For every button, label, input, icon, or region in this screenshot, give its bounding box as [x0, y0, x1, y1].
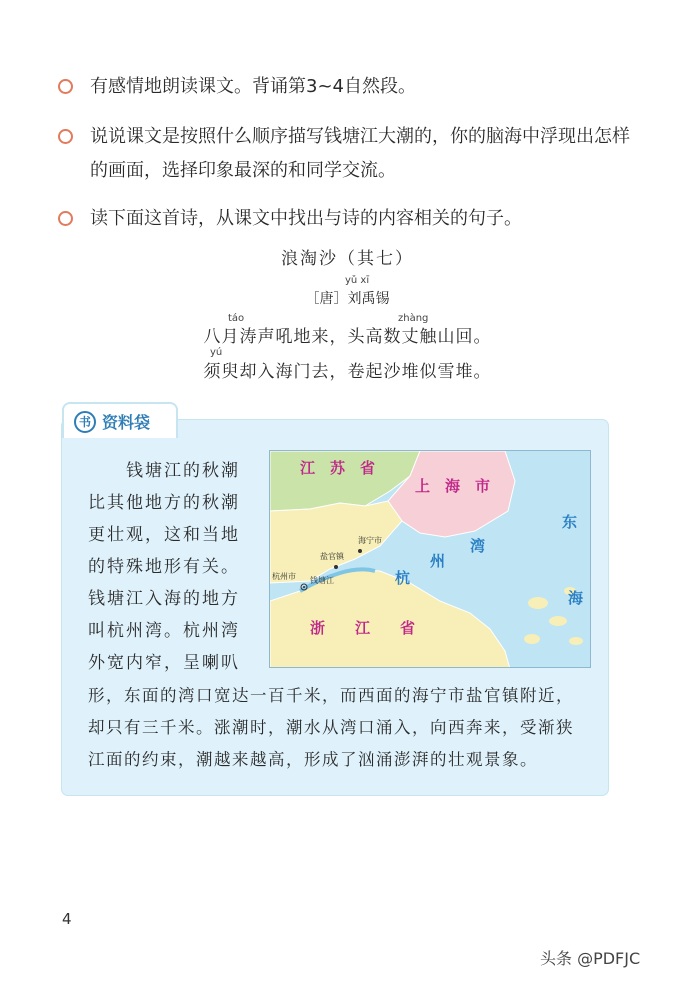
island: [524, 634, 540, 644]
info-line: 形，东面的湾口宽达一百千米，而西面的海宁市盐官镇附近，: [88, 686, 574, 705]
info-line: 江面的约束，潮越来越高，形成了汹涌澎湃的壮观景象。: [88, 750, 538, 769]
island: [549, 616, 567, 626]
question-1: [58, 70, 630, 104]
info-text-full: [88, 680, 603, 776]
map-label-zhejiang: 浙 江 省: [310, 619, 416, 637]
info-line: 的特殊地形有关。: [88, 557, 240, 577]
map-label-sea-hai: 海: [568, 589, 584, 607]
island: [528, 597, 548, 609]
bullet-circle-icon: [58, 79, 73, 94]
bullet-circle-icon: [58, 211, 73, 226]
line1-pinyin-zhang: zhàng: [398, 313, 429, 324]
yanguan-marker: [334, 565, 338, 569]
question-text: 说说课文是按照什么顺序描写钱塘江大潮的，你的脑海中浮现出怎样的画面，选择印象最深的和同学交流。: [90, 126, 630, 181]
map-label-jiangsu: 江 苏 省: [300, 459, 376, 477]
map-label-bay-zhou: 州: [430, 552, 446, 570]
island: [569, 637, 583, 645]
watermark: 头条 @PDFJC: [540, 949, 641, 968]
info-box-tab-label: 资料袋: [102, 413, 151, 432]
line1-pinyin-tao: táo: [228, 313, 245, 324]
map-label-bay-hang: 杭: [395, 569, 411, 587]
map-label-haining: 海宁市: [358, 536, 382, 545]
question-2: [58, 120, 630, 188]
map-label-river: 钱塘江: [310, 576, 334, 585]
info-line: 钱塘江的秋潮: [88, 461, 240, 481]
question-text: 有感情地朗读课文。背诵第3~4自然段。: [90, 76, 416, 97]
info-text-side: [88, 455, 268, 679]
info-line: 钱塘江入海的地方: [88, 589, 240, 609]
line2-pinyin-yu: yú: [210, 347, 223, 358]
book-icon: 书: [74, 411, 96, 433]
hangzhou-bay-map: [269, 450, 591, 668]
question-3: [58, 202, 630, 236]
info-line: 却只有三千米。涨潮时，潮水从湾口涌入，向西奔来，受渐狭: [88, 718, 574, 737]
poem-title: 浪淘沙（其七）: [281, 249, 414, 269]
map-label-hangzhou: 杭州市: [272, 572, 296, 581]
info-line: 外宽内窄，呈喇叭: [88, 653, 240, 673]
bullet-circle-icon: [58, 129, 73, 144]
question-text: 读下面这首诗，从课文中找出与诗的内容相关的句子。: [90, 208, 522, 229]
map-label-yanguan: 盐官镇: [320, 552, 344, 561]
poem-line-1: 八月涛声吼地来，头高数丈触山回。: [203, 327, 492, 347]
info-line: 更壮观，这和当地: [88, 525, 240, 545]
info-box-tab: [62, 402, 178, 438]
poem-author: ［唐］刘禹锡: [305, 291, 390, 307]
author-pinyin: yǔ xī: [345, 275, 370, 286]
poem-line-2: 须臾却入海门去，卷起沙堆似雪堆。: [203, 362, 492, 382]
map-label-shanghai: 上 海 市: [415, 477, 491, 495]
info-line: 比其他地方的秋潮: [88, 493, 240, 513]
map-label-bay-wan: 湾: [470, 537, 486, 555]
haining-marker: [358, 549, 362, 553]
page-number: 4: [62, 910, 72, 928]
info-line: 叫杭州湾。杭州湾: [88, 621, 240, 641]
map-label-sea-dong: 东: [562, 513, 578, 531]
